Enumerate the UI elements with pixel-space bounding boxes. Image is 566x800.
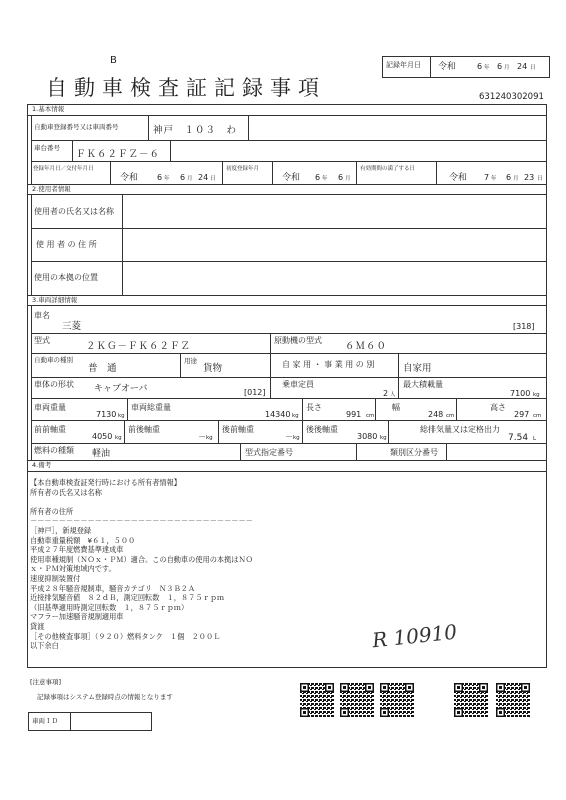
rear-rear-axle-value: 3080 bbox=[357, 432, 378, 441]
first-reg-year-unit: 年 bbox=[322, 176, 328, 182]
reg-date-day: 24 bbox=[198, 173, 209, 182]
weight-unit: kg bbox=[118, 413, 125, 419]
doc-number: 631240302091 bbox=[479, 92, 544, 102]
reg-date-label: 登録年月日／交付年月日 bbox=[33, 166, 94, 172]
notes-divider: －－－－－－－－－－－－－－－－－－－－－－－－－－－－－－－ bbox=[30, 516, 253, 526]
front-rear-axle-unit: kg bbox=[206, 435, 213, 441]
rear-front-axle-unit: kg bbox=[293, 435, 300, 441]
qr-code-group bbox=[300, 680, 534, 720]
reg-date-era: 令和 bbox=[120, 173, 139, 183]
width-label: 幅 bbox=[392, 403, 400, 412]
displacement-unit: L bbox=[533, 436, 537, 442]
notes-line: 自動車重量税額 ¥６１，５００ bbox=[30, 535, 136, 545]
chassis-value: ＦＫ６２ＦＺ－６ bbox=[76, 149, 161, 160]
notes-line: ｘ・ＰＭ対策地域内です。 bbox=[30, 564, 116, 574]
height-label: 高さ bbox=[490, 403, 506, 412]
expiry-year: 7 bbox=[484, 173, 490, 182]
expiry-label: 有効期間の満了する日 bbox=[360, 166, 416, 172]
first-reg-month: 6 bbox=[338, 173, 344, 182]
capacity-unit: 人 bbox=[390, 392, 396, 398]
qr-code-4 bbox=[454, 683, 488, 717]
maxload-unit: kg bbox=[533, 392, 540, 398]
user-address-label: 使 用 者 の 住 所 bbox=[36, 240, 97, 249]
shape-value: キャブオーバ bbox=[94, 384, 148, 394]
notes-block bbox=[30, 478, 253, 651]
fuel-label: 燃料の種類 bbox=[34, 446, 74, 455]
record-date-month: 6 bbox=[497, 62, 503, 71]
expiry-month: 6 bbox=[506, 173, 512, 182]
model-value: ２ＫＧ－ＦＫ６２ＦＺ bbox=[86, 341, 192, 352]
page-title: 自動車検査証記録事項 bbox=[46, 76, 326, 100]
owner-name-label: 所有者の氏名又は名称 bbox=[30, 487, 102, 497]
owner-address-label: 所有者の住所 bbox=[30, 506, 74, 516]
height-value: 297 bbox=[514, 410, 530, 419]
notes-line: マフラー加速騒音規制適用車 bbox=[30, 612, 124, 622]
notes-line: ［神戸］，新規登録 bbox=[30, 525, 92, 535]
section-basic-title: 1.基本情報 bbox=[32, 105, 65, 113]
maker-label: 車名 bbox=[34, 311, 50, 320]
maker-code: [318] bbox=[513, 322, 535, 331]
mark-b: B bbox=[110, 55, 117, 66]
rear-front-axle-label: 後前軸重 bbox=[222, 425, 254, 434]
section-notes-title: 4.備考 bbox=[32, 461, 52, 469]
reg-date-year: 6 bbox=[157, 173, 163, 182]
qr-code-5 bbox=[496, 683, 530, 717]
capacity-label: 乗車定員 bbox=[282, 380, 314, 389]
qr-code-1 bbox=[300, 683, 334, 717]
weight-label: 車両重量 bbox=[34, 403, 66, 412]
vehicle-id-label: 車両ＩＤ bbox=[32, 717, 58, 725]
displacement-value: 7.54 bbox=[508, 433, 529, 443]
category-label: 類別区分番号 bbox=[390, 448, 438, 457]
first-reg-label: 初度登録年月 bbox=[226, 166, 260, 172]
expiry-month-unit: 月 bbox=[513, 176, 519, 182]
caution-text: 記録事項はシステム登録時点の情報となります bbox=[37, 693, 173, 701]
gross-weight-label: 車両総重量 bbox=[131, 403, 171, 412]
front-front-axle-unit: kg bbox=[115, 435, 122, 441]
notes-line: 貸渡 bbox=[30, 621, 45, 631]
front-rear-axle-value: － bbox=[198, 432, 206, 441]
fuel-value: 軽油 bbox=[92, 449, 111, 459]
maker-value: 三菱 bbox=[62, 321, 82, 332]
engine-label: 原動機の型式 bbox=[274, 336, 322, 345]
reg-date-month-unit: 月 bbox=[187, 176, 193, 182]
record-date-label: 記録年月日 bbox=[386, 61, 421, 69]
qr-code-2 bbox=[340, 683, 374, 717]
use-value: 貨物 bbox=[203, 363, 223, 374]
gross-weight-unit: kg bbox=[292, 413, 299, 419]
maxload-value: 7100 bbox=[510, 389, 531, 398]
qr-code-3 bbox=[380, 683, 414, 717]
length-unit: cm bbox=[366, 413, 375, 419]
type-designation-label: 型式指定番号 bbox=[245, 448, 293, 457]
first-reg-era: 令和 bbox=[282, 173, 301, 183]
use-base-label: 使用の本拠の位置 bbox=[34, 273, 98, 282]
width-value: 248 bbox=[428, 410, 444, 419]
notes-line: （旧基準適用時測定回転数 １，８７５ｒｐｍ） bbox=[30, 602, 189, 612]
record-date-day: 24 bbox=[517, 62, 528, 71]
section-user-title: 2.使用者情報 bbox=[32, 185, 71, 193]
record-date-month-unit: 月 bbox=[504, 65, 510, 71]
expiry-day-unit: 日 bbox=[537, 176, 543, 182]
purpose-value: 自家用 bbox=[403, 363, 432, 374]
record-date-year: 6 bbox=[477, 62, 483, 71]
expiry-year-unit: 年 bbox=[491, 176, 497, 182]
shape-label: 車体の形状 bbox=[34, 380, 74, 389]
front-rear-axle-label: 前後軸重 bbox=[128, 425, 160, 434]
gross-weight-value: 14340 bbox=[265, 410, 291, 419]
notes-line: 使用車種規制（ＮＯｘ・ＰＭ）適合。この自動車の使用の本拠はＮＯ bbox=[30, 554, 253, 564]
reg-date-year-unit: 年 bbox=[164, 176, 170, 182]
front-front-axle-value: 4050 bbox=[92, 432, 113, 441]
notes-line: ［その他検査事項］（９２０）燃料タンク １個 ２００Ｌ bbox=[30, 631, 221, 641]
rear-rear-axle-unit: kg bbox=[380, 435, 387, 441]
notes-line: 速度抑制装置付 bbox=[30, 573, 81, 583]
chassis-label: 車台番号 bbox=[34, 144, 60, 152]
owner-header: 【本自動車検査証発行時における所有者情報】 bbox=[30, 478, 181, 487]
width-unit: cm bbox=[446, 413, 455, 419]
notes-line: 平成２８年騒音規制車，騒音カテゴリ Ｎ３Ｂ２Ａ bbox=[30, 583, 196, 593]
maxload-label: 最大積載量 bbox=[403, 380, 443, 389]
model-label: 型式 bbox=[34, 336, 50, 345]
shape-code: [012] bbox=[244, 388, 266, 397]
kind-value: 普 通 bbox=[88, 363, 117, 374]
handwritten-note: R 10910 bbox=[370, 619, 459, 653]
length-label: 長さ bbox=[306, 403, 322, 412]
first-reg-year: 6 bbox=[315, 173, 321, 182]
first-reg-month-unit: 月 bbox=[345, 176, 351, 182]
expiry-day: 23 bbox=[524, 173, 535, 182]
weight-value: 7130 bbox=[96, 410, 117, 419]
capacity-value: 2 bbox=[383, 389, 389, 398]
section-vehicle-title: 3.車両詳細情報 bbox=[32, 296, 78, 304]
notes-line: 以下余白 bbox=[30, 641, 59, 651]
notes-line: 近接排気騒音値 ８２ｄＢ，測定回転数 １，８７５ｒｐｍ bbox=[30, 593, 225, 603]
front-front-axle-label: 前前軸重 bbox=[34, 425, 66, 434]
user-name-label: 使用者の氏名又は名称 bbox=[34, 207, 114, 216]
expiry-era: 令和 bbox=[449, 173, 468, 183]
kind-label: 自動車の種別 bbox=[34, 356, 73, 364]
notes-line: 平成２７年度燃費基準達成車 bbox=[30, 545, 124, 555]
engine-value: ６Ｍ６０ bbox=[345, 341, 388, 352]
reg-number-label: 自動車登録番号又は車両番号 bbox=[34, 123, 119, 131]
use-label: 用途 bbox=[184, 357, 197, 365]
record-date-year-unit: 年 bbox=[484, 65, 490, 71]
reg-date-month: 6 bbox=[180, 173, 186, 182]
record-date-day-unit: 日 bbox=[530, 65, 536, 71]
height-unit: cm bbox=[533, 413, 542, 419]
length-value: 991 bbox=[346, 410, 362, 419]
reg-number-value: 神戸 １０３ わ bbox=[153, 125, 238, 136]
displacement-label: 総排気量又は定格出力 bbox=[420, 425, 500, 434]
reg-date-day-unit: 日 bbox=[210, 176, 216, 182]
purpose-label: 自 家 用 ・ 事 業 用 の 別 bbox=[282, 360, 375, 369]
record-date-era: 令和 bbox=[438, 62, 457, 72]
caution-label: [注意事項] bbox=[30, 678, 62, 686]
rear-front-axle-value: － bbox=[285, 432, 293, 441]
rear-rear-axle-label: 後後軸重 bbox=[306, 425, 338, 434]
